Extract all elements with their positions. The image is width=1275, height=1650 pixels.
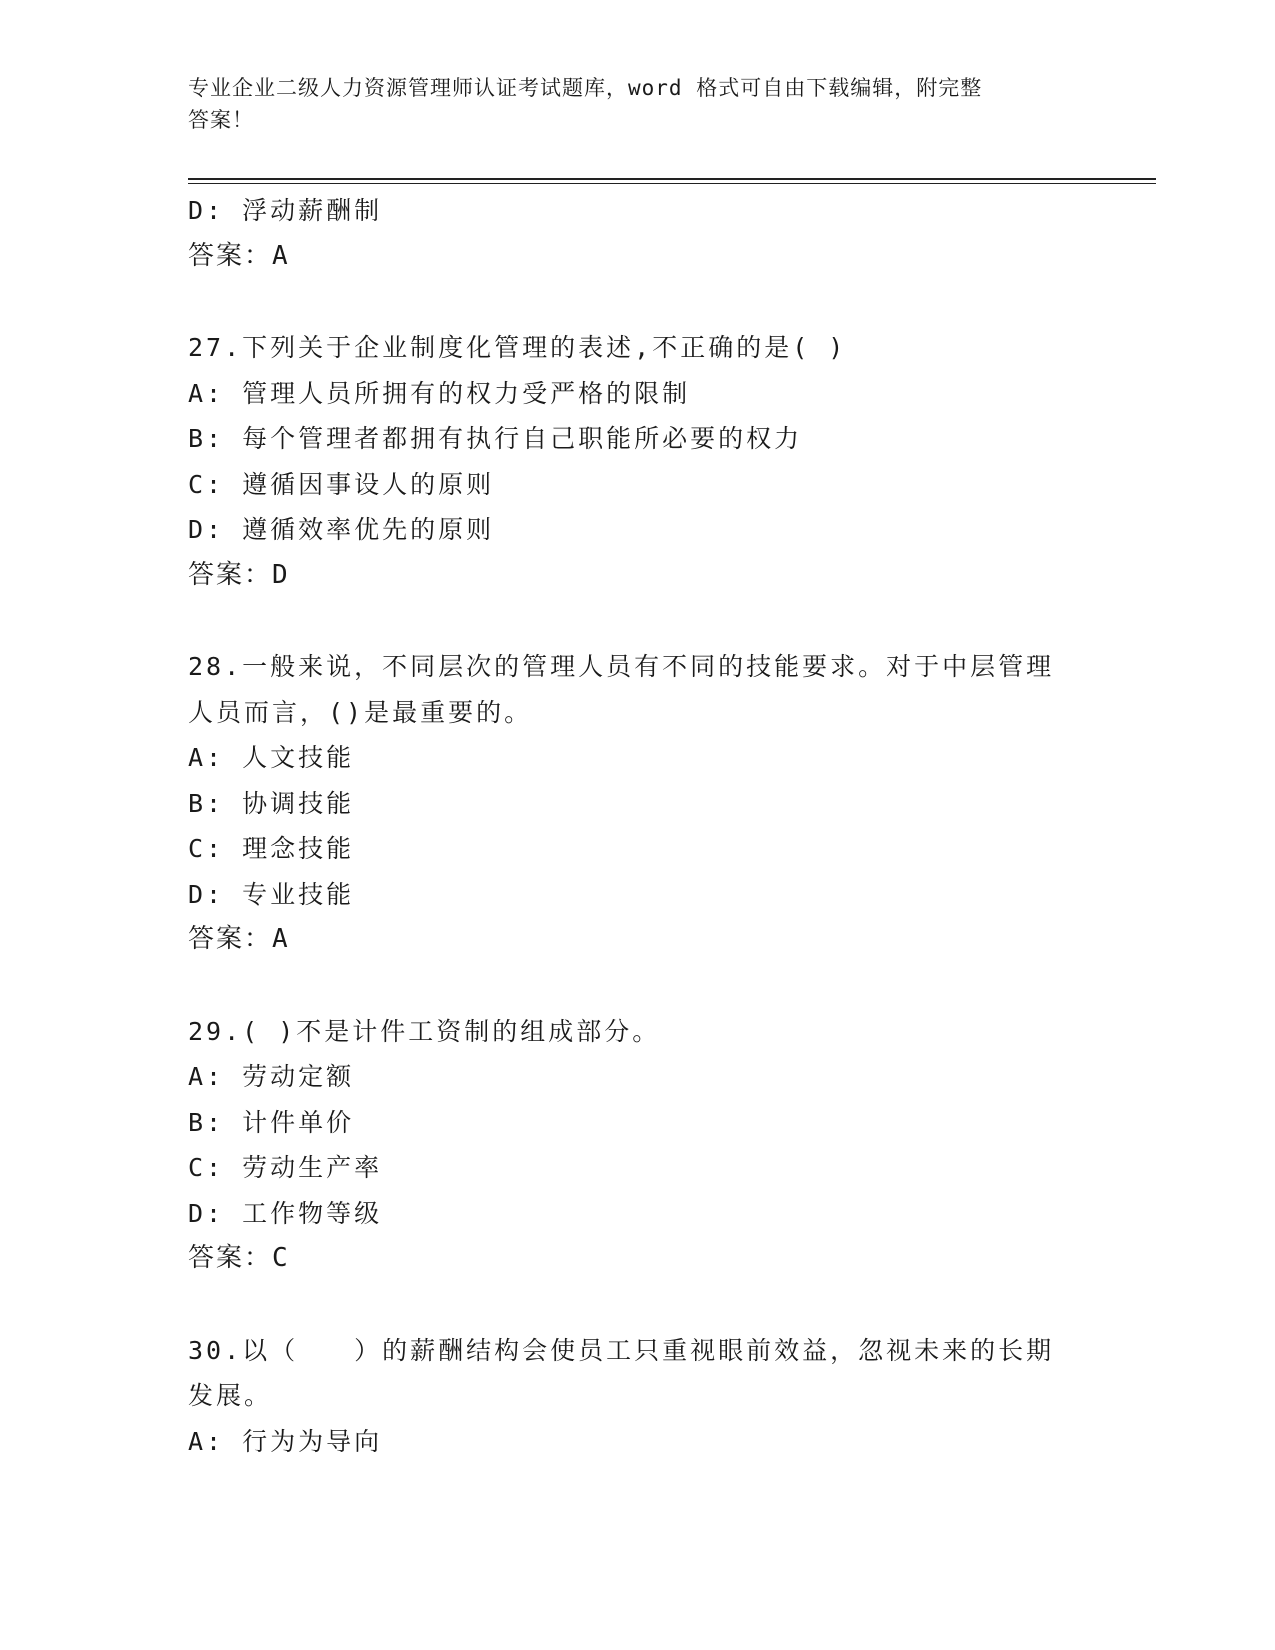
option-c: C: 遵循因事设人的原则 xyxy=(188,469,495,499)
answer-key: A xyxy=(272,240,290,271)
question-list xyxy=(188,188,1088,1464)
option-d: D: 浮动薪酬制 xyxy=(188,196,383,225)
question-stem: 29.( )不是计件工资制的组成部分。 xyxy=(188,1016,661,1046)
question-stem-line-1: 28.一般来说，不同层次的管理人员有不同的技能要求。对于中层管理 xyxy=(188,652,1055,681)
option-b: B: 每个管理者都拥有执行自己职能所必要的权力 xyxy=(188,424,803,453)
question-stem: 27.下列关于企业制度化管理的表述,不正确的是( ) xyxy=(188,333,847,362)
option-c: C: 理念技能 xyxy=(188,834,355,863)
question-27 xyxy=(188,325,1088,598)
answer-label: 答案： xyxy=(188,1243,273,1273)
option-d: D: 遵循效率优先的原则 xyxy=(188,515,495,544)
header-line-1: 专业企业二级人力资源管理师认证考试题库，word 格式可自由下载编辑，附完整 xyxy=(188,76,983,100)
option-c: C: 劳动生产率 xyxy=(188,1153,383,1182)
answer-key: D xyxy=(272,559,290,590)
spacer xyxy=(188,279,1088,325)
answer-line xyxy=(188,917,1088,963)
question-28 xyxy=(188,644,1088,963)
question-stem-line-1: 30.以（ ）的薪酬结构会使员工只重视眼前效益，忽视未来的长期 xyxy=(188,1335,1055,1365)
answer-key: C xyxy=(272,1243,290,1273)
spacer xyxy=(188,598,1088,644)
option-a: A: 劳动定额 xyxy=(188,1062,355,1091)
answer-line xyxy=(188,1236,1088,1282)
option-b: B: 计件单价 xyxy=(188,1107,355,1137)
answer-key: A xyxy=(272,924,290,954)
spacer xyxy=(188,963,1088,1009)
option-b: B: 协调技能 xyxy=(188,788,355,818)
option-a: A: 管理人员所拥有的权力受严格的限制 xyxy=(188,378,691,408)
spacer xyxy=(188,1282,1088,1328)
header-line-2: 答案！ xyxy=(188,108,254,132)
option-a: A: 人文技能 xyxy=(188,743,355,772)
answer-line xyxy=(188,553,1088,599)
previous-question-tail xyxy=(188,188,1088,279)
question-stem-line-2: 人员而言，()是最重要的。 xyxy=(188,697,533,727)
answer-label: 答案： xyxy=(188,240,273,271)
option-d: D: 专业技能 xyxy=(188,879,355,909)
question-30 xyxy=(188,1328,1088,1465)
header-divider-thin xyxy=(188,183,1156,184)
option-a: A: 行为为导向 xyxy=(188,1426,383,1456)
question-29 xyxy=(188,1009,1088,1282)
question-stem-line-2: 发展。 xyxy=(188,1381,273,1410)
answer-label: 答案： xyxy=(188,559,273,590)
option-d: D: 工作物等级 xyxy=(188,1198,383,1228)
document-header xyxy=(188,72,1068,136)
header-divider-thick xyxy=(188,178,1156,180)
answer-line xyxy=(188,234,1088,280)
answer-label: 答案： xyxy=(188,924,273,954)
